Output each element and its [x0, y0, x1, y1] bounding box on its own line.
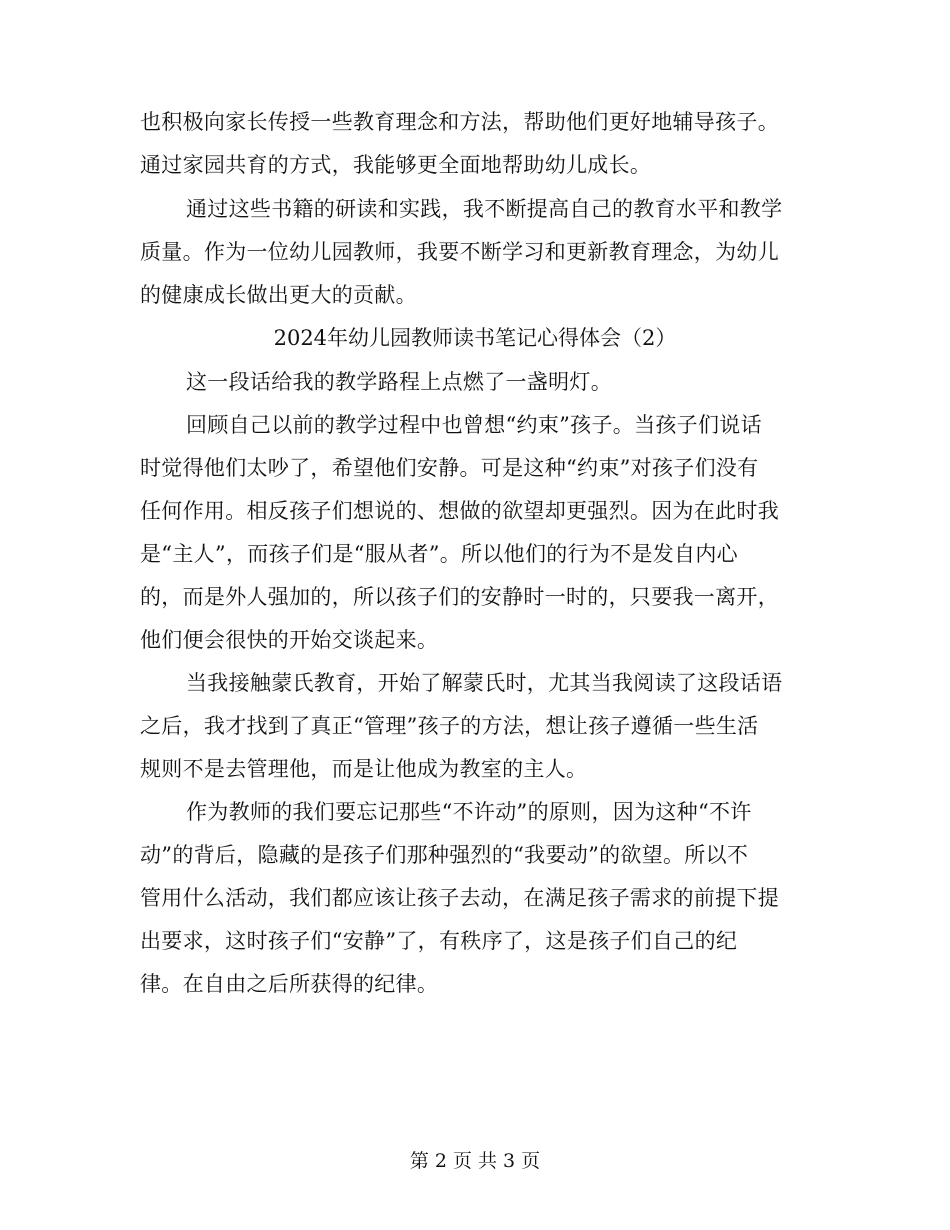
section-title: 2024年幼儿园教师读书笔记心得体会（2） — [273, 326, 677, 350]
paragraph-line: 任何作用。相反孩子们想说的、想做的欲望却更强烈。因为在此时我 — [140, 499, 779, 523]
paragraph-line: 之后，我才找到了真正“管理”孩子的方法，想让孩子遵循一些生活 — [140, 714, 759, 738]
paragraph-line: 这一段话给我的教学路程上点燃了一盏明灯。 — [186, 370, 612, 394]
paragraph-line: 时觉得他们太吵了，希望他们安静。可是这种“约束”对孩子们没有 — [140, 456, 759, 480]
paragraph-line: 是“主人”，而孩子们是“服从者”。所以他们的行为不是发自内心 — [140, 542, 738, 566]
paragraph-line: 动”的背后，隐藏的是孩子们那种强烈的“我要动”的欲望。所以不 — [140, 843, 749, 867]
paragraph-line: 他们便会很快的开始交谈起来。 — [140, 628, 439, 652]
paragraph-line: 的，而是外人强加的，所以孩子们的安静时一时的，只要我一离开， — [140, 585, 779, 609]
paragraph-line: 质量。作为一位幼儿园教师，我要不断学习和更新教育理念，为幼儿 — [140, 240, 779, 264]
paragraph-line: 的健康成长做出更大的贡献。 — [140, 283, 417, 307]
paragraph-line: 回顾自己以前的教学过程中也曾想“约束”孩子。当孩子们说话 — [186, 413, 762, 437]
paragraph-line: 通过这些书籍的研读和实践，我不断提高自己的教育水平和教学 — [186, 197, 783, 221]
paragraph-line: 出要求，这时孩子们“安静”了，有秩序了，这是孩子们自己的纪 — [140, 929, 738, 953]
paragraph-line: 律。在自由之后所获得的纪律。 — [140, 972, 439, 996]
paragraph-line: 作为教师的我们要忘记那些“不许动”的原则，因为这种“不许 — [186, 800, 752, 824]
paragraph-line: 也积极向家长传授一些教育理念和方法，帮助他们更好地辅导孩子。 — [140, 110, 779, 134]
paragraph-line: 规则不是去管理他，而是让他成为教室的主人。 — [140, 757, 588, 781]
paragraph-line: 管用什么活动，我们都应该让孩子去动，在满足孩子需求的前提下提 — [140, 886, 779, 910]
paragraph-line: 当我接触蒙氏教育，开始了解蒙氏时，尤其当我阅读了这段话语 — [186, 671, 783, 695]
paragraph-line: 通过家园共育的方式，我能够更全面地帮助幼儿成长。 — [140, 153, 652, 177]
page-footer: 第 2 页 共 3 页 — [409, 1150, 541, 1172]
